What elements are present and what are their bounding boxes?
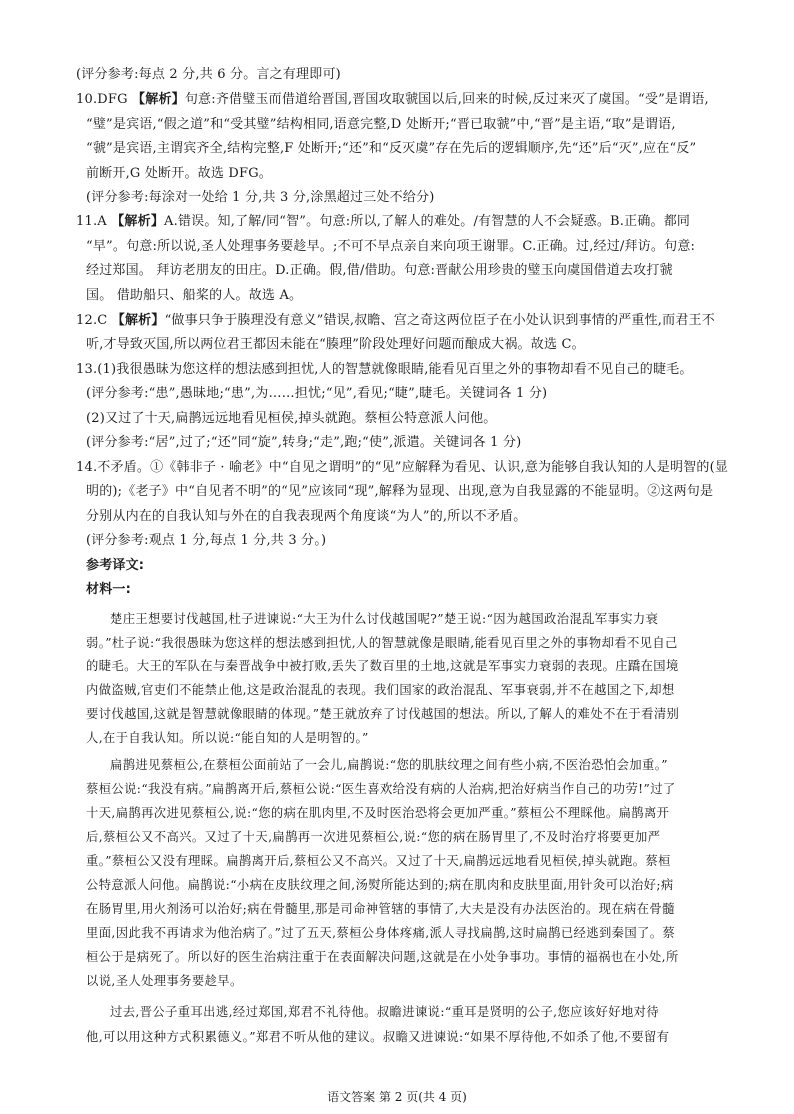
q14-line-3: 分别从内在的自我认知与外在的自我表现两个角度谈“为人”的,所以不矛盾。 xyxy=(86,509,527,524)
q10-answer: 10.DFG xyxy=(76,92,128,107)
para1-line-5: 要讨伐越国,这就是智慧就像眼睛的体现。”楚王就放弃了讨伐越国的想法。所以,了解人的难处不在于看清别 xyxy=(86,707,680,721)
para2-line-7: 在肠胃里,用火剂汤可以治好;病在骨髓里,那是司命神管辖的事情了,大夫是没有办法医治的。现在病在骨髓 xyxy=(86,902,675,916)
q11-analysis-tag: 【解析】 xyxy=(111,214,165,229)
q10-line-2: “璧”是宾语,“假之道”和“受其璧”结构相同,语意完整,D 处断开;“晋已取虢”中,“晋”是主语,“取”是谓语, xyxy=(86,117,676,132)
para2-line-3: 十天,扁鹊再次进见蔡桓公,说:“您的病在肌肉里,不及时医治恐将会更加严重。”蔡桓公不理睬他。扁鹊离开 xyxy=(86,806,670,820)
q14-line-2: 明的);《老子》中“自见者不明”的“见”应该同“现”,解释为显现、出现,意为自我显露的不能显明。②这两句是 xyxy=(86,484,714,499)
q10-analysis-tag: 【解析】 xyxy=(132,92,185,107)
para2-line-6: 公特意派人问他。扁鹊说:“小病在皮肤纹理之间,汤熨所能达到的;病在肌肉和皮肤里面,用针灸可以治好;病 xyxy=(86,878,674,892)
q9-score-note: (评分参考:每点 2 分,共 6 分。言之有理即可) xyxy=(76,67,341,82)
para2-line-4: 后,蔡桓公又不高兴。又过了十天,扁鹊再一次进见蔡桓公,说:“您的病在肠胃里了,不及时治疗将要更加严 xyxy=(86,830,661,844)
para3-line-2: 他,可以用这种方式积累德义。”郑君不听从他的建议。叔瞻又进谏说:“如果不厚待他,不如杀了他,不要留有 xyxy=(86,1030,670,1044)
q11-text-1: A.错误。知,了解/同“智”。句意:所以,了解人的难处。/有智慧的人不会疑惑。B.正确。都同 xyxy=(164,214,691,229)
q11-line-4: 国。 借助船只、船桨的人。故选 A。 xyxy=(86,288,303,303)
q14-score-note: (评分参考:观点 1 分,每点 1 分,共 3 分。) xyxy=(86,533,327,548)
q13-score-1: (评分参考:“患”,愚昧地;“患”,为……担忧;“见”,看见;“睫”,睫毛。关键词各 1 分) xyxy=(86,386,548,401)
para2-line-9: 桓公于是病死了。所以好的医生治病注重于在表面解决问题,这就是在小处争事功。事情的福祸也在小处,所 xyxy=(86,950,679,964)
translation-heading: 参考译文: xyxy=(86,558,145,573)
para1-line-2: 弱。”杜子说:“我很愚昧为您这样的想法感到担忧,人的智慧就像是眼睛,能看见百里之外的事物却看不见自己 xyxy=(86,636,678,650)
q10-line-4: 前断开,G 处断开。故选 DFG。 xyxy=(86,166,273,181)
q10-line-3: “虢”是宾语,主谓宾齐全,结构完整,F 处断开;“还”和“反灭虞”存在先后的逻辑顺序,先“还”后“灭”,应在“反” xyxy=(86,141,697,156)
para1-line-1: 楚庄王想要讨伐越国,杜子进谏说:“大王为什么讨伐越国呢?”楚王说:“因为越国政治混乱军事实力衰 xyxy=(110,612,659,626)
q12-analysis-tag: 【解析】 xyxy=(111,313,165,328)
para2-line-2: 蔡桓公说:“我没有病。”扁鹊离开后,蔡桓公说:“医生喜欢给没有病的人治病,把治好病当作自己的功劳!”过了 xyxy=(86,782,676,796)
q13-line-1: 13.(1)我很愚昧为您这样的想法感到担忧,人的智慧就像眼睛,能看见百里之外的事物却看不见自己的睫毛。 xyxy=(76,362,693,377)
q11-line-1 xyxy=(76,214,690,230)
q12-line-1 xyxy=(76,313,715,329)
para3-line-1: 过去,晋公子重耳出逃,经过郑国,郑君不礼待他。叔瞻进谏说:“重耳是贤明的公子,您应该好好地对待 xyxy=(110,1005,660,1019)
q13-score-2: (评分参考:“居”,过了;“还”同“旋”,转身;“走”,跑;“使”,派遣。关键词各 1 分) xyxy=(86,435,522,450)
para1-line-4: 内做盗贼,官吏们不能禁止他,这是政治混乱的表现。我们国家的政治混乱、军事衰弱,并不在越国之下,却想 xyxy=(86,683,675,697)
para1-line-3: 的睫毛。大王的军队在与秦晋战争中被打败,丢失了数百里的土地,这就是军事实力衰弱的表现。庄蹻在国境 xyxy=(86,659,679,673)
q10-line-1 xyxy=(76,92,709,108)
q11-line-3: 经过郑国。 拜访老朋友的田庄。D.正确。假,借/借助。句意:晋献公用珍贵的璧玉向虞国借道去攻打虢 xyxy=(86,263,673,278)
page-footer: 语文答案 第 2 页(共 4 页) xyxy=(327,1090,467,1104)
para1-line-6: 人,在于自我认知。所以说:“能自知的人是明智的。” xyxy=(86,731,369,745)
q11-answer: 11.A xyxy=(76,214,107,229)
para2-line-5: 重。”蔡桓公又没有理睬。扁鹊离开后,蔡桓公又不高兴。又过了十天,扁鹊远远地看见桓侯,掉头就跑。蔡桓 xyxy=(86,854,671,868)
q12-text-1: “做事只争于腠理没有意义”错误,叔瞻、宫之奇这两位臣子在小处认识到事情的严重性,而君王不 xyxy=(164,313,715,328)
para2-line-1: 扁鹊进见蔡桓公,在蔡桓公面前站了一会儿,扁鹊说:“您的肌肤纹理之间有些小病,不医治恐怕会加重。” xyxy=(110,758,668,772)
q14-line-1: 14.不矛盾。①《韩非子 · 喻老》中“自见之谓明”的“见”应解释为看见、认识,意为能够自我认知的人是明智的(显 xyxy=(76,460,729,475)
para2-line-10: 以说,圣人处理事务要趁早。 xyxy=(86,974,243,988)
q12-answer: 12.C xyxy=(76,313,108,328)
q13-line-2: (2)又过了十天,扁鹊远远地看见桓侯,掉头就跑。蔡桓公特意派人问他。 xyxy=(86,411,497,426)
q10-text-1: 句意:齐借璧玉而借道给晋国,晋国攻取虢国以后,回来的时候,反过来灭了虞国。“受”是谓语, xyxy=(184,92,709,107)
para2-line-8: 里面,因此我不再请求为他治病了。”过了五天,蔡桓公身体疼痛,派人寻找扁鹊,这时扁鹊已经逃到秦国了。蔡 xyxy=(86,926,676,940)
q11-line-2: “早”。句意:所以说,圣人处理事务要趁早。;不可不早点亲自来向项王谢罪。C.正确。过,经过/拜访。句意: xyxy=(86,239,696,254)
material-one-heading: 材料一: xyxy=(86,582,131,597)
q10-score-note: (评分参考:每涂对一处给 1 分,共 3 分,涂黑超过三处不给分) xyxy=(86,190,435,205)
q12-line-2: 听,才导致灭国,所以两位君王都因未能在“腠理”阶段处理好问题而酿成大祸。故选 C。 xyxy=(86,337,585,352)
